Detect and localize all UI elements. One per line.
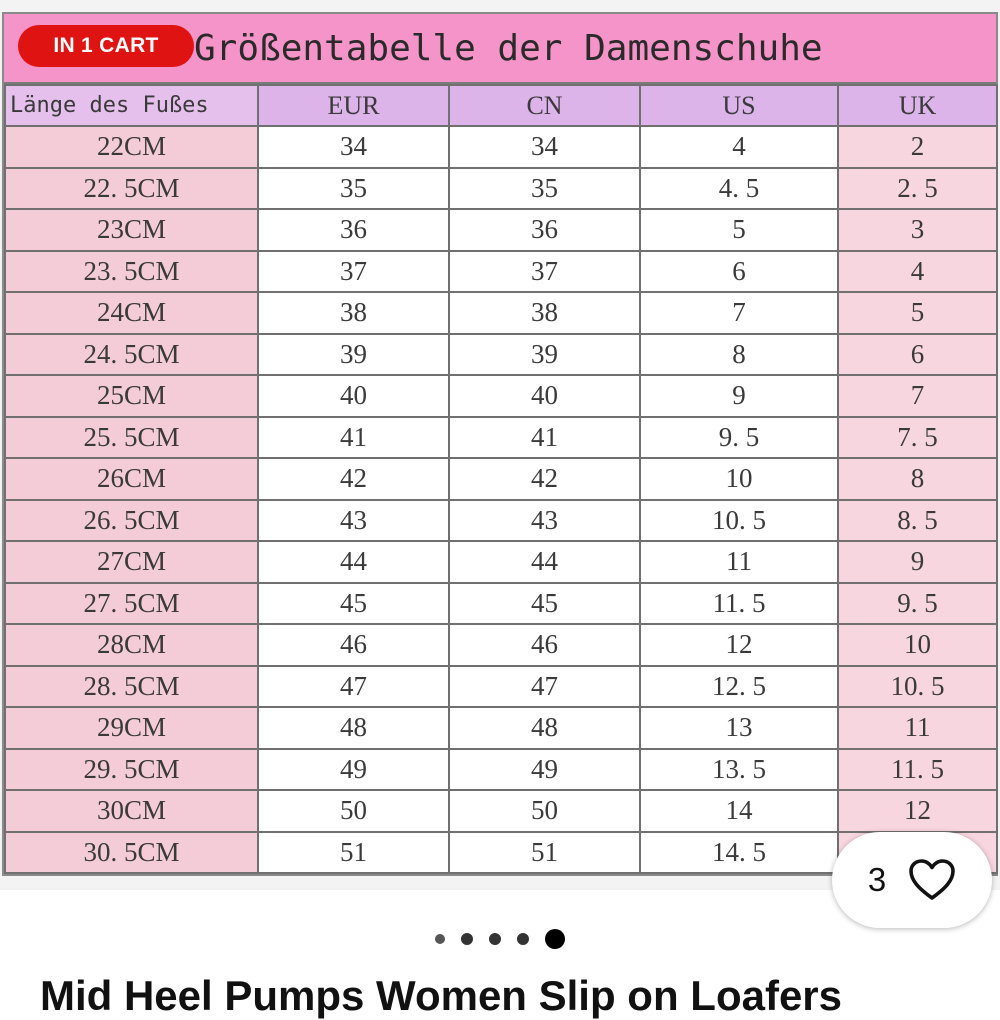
product-title: Mid Heel Pumps Women Slip on Loafers [40,972,842,1019]
cell-us: 5 [640,209,838,251]
cell-eur: 48 [258,707,449,749]
cell-us: 9. 5 [640,417,838,459]
cell-cn: 39 [449,334,640,376]
cell-uk: 9. 5 [838,583,997,625]
cell-foot-length: 25. 5CM [5,417,258,459]
size-chart-row [5,541,997,583]
header-uk: UK [838,85,997,126]
size-chart-row [5,500,997,542]
size-chart-row [5,126,997,168]
cell-cn: 43 [449,500,640,542]
size-chart-title: Größentabelle der Damenschuhe [4,14,996,84]
cell-uk: 3 [838,209,997,251]
cell-us: 10. 5 [640,500,838,542]
header-foot-length: Länge des Fußes [5,85,258,126]
size-chart-row [5,251,997,293]
size-chart-row [5,790,997,832]
cell-eur: 38 [258,292,449,334]
cell-foot-length: 29. 5CM [5,749,258,791]
cell-foot-length: 29CM [5,707,258,749]
cell-eur: 35 [258,168,449,210]
cell-foot-length: 27. 5CM [5,583,258,625]
cell-cn: 42 [449,458,640,500]
cell-foot-length: 23CM [5,209,258,251]
favorite-button[interactable] [832,832,992,928]
cell-cn: 50 [449,790,640,832]
cell-us: 14 [640,790,838,832]
cell-cn: 41 [449,417,640,459]
pager-dot[interactable] [435,934,445,944]
size-chart-row [5,375,997,417]
cell-us: 9 [640,375,838,417]
cell-uk: 2 [838,126,997,168]
cell-uk: 4 [838,251,997,293]
pager-dot[interactable] [461,933,473,945]
cell-eur: 44 [258,541,449,583]
cell-foot-length: 30. 5CM [5,832,258,874]
cell-cn: 40 [449,375,640,417]
cell-us: 4 [640,126,838,168]
cell-uk: 10. 5 [838,666,997,708]
cell-foot-length: 23. 5CM [5,251,258,293]
cell-eur: 40 [258,375,449,417]
cell-uk: 6 [838,334,997,376]
cell-foot-length: 28. 5CM [5,666,258,708]
cell-foot-length: 25CM [5,375,258,417]
cell-us: 8 [640,334,838,376]
cell-us: 11 [640,541,838,583]
size-chart-row [5,624,997,666]
pager-dot[interactable] [489,933,501,945]
cell-uk: 2. 5 [838,168,997,210]
cell-us: 11. 5 [640,583,838,625]
size-chart-row [5,209,997,251]
image-pager[interactable] [0,922,1000,956]
header-cn: CN [449,85,640,126]
cell-foot-length: 26CM [5,458,258,500]
cell-cn: 38 [449,292,640,334]
cell-uk: 8. 5 [838,500,997,542]
cell-cn: 36 [449,209,640,251]
cell-cn: 51 [449,832,640,874]
in-cart-badge: IN 1 CART [18,25,194,67]
size-chart-row [5,292,997,334]
heart-outline-icon [908,858,956,902]
cell-cn: 49 [449,749,640,791]
size-chart-row [5,583,997,625]
cell-eur: 51 [258,832,449,874]
cell-cn: 48 [449,707,640,749]
cell-eur: 41 [258,417,449,459]
cell-eur: 47 [258,666,449,708]
cell-eur: 50 [258,790,449,832]
cell-eur: 45 [258,583,449,625]
cell-foot-length: 28CM [5,624,258,666]
size-chart-row [5,334,997,376]
pager-dot[interactable] [517,933,529,945]
cell-uk: 11. 5 [838,749,997,791]
cell-us: 4. 5 [640,168,838,210]
cell-eur: 49 [258,749,449,791]
size-chart-header-row [5,85,997,126]
cell-cn: 44 [449,541,640,583]
size-chart-row [5,458,997,500]
cell-uk: 7. 5 [838,417,997,459]
cell-eur: 43 [258,500,449,542]
cell-uk: 12 [838,790,997,832]
cell-foot-length: 26. 5CM [5,500,258,542]
cell-us: 6 [640,251,838,293]
cell-eur: 39 [258,334,449,376]
cell-cn: 35 [449,168,640,210]
cell-foot-length: 24. 5CM [5,334,258,376]
cell-us: 12. 5 [640,666,838,708]
favorite-count: 3 [867,861,887,898]
cell-us: 14. 5 [640,832,838,874]
size-chart-row [5,666,997,708]
cell-uk: 5 [838,292,997,334]
cell-us: 7 [640,292,838,334]
cell-cn: 37 [449,251,640,293]
size-chart-table [4,84,998,874]
cell-uk: 11 [838,707,997,749]
header-eur: EUR [258,85,449,126]
pager-dot-active[interactable] [545,929,565,949]
cell-eur: 46 [258,624,449,666]
cell-foot-length: 24CM [5,292,258,334]
cell-uk: 7 [838,375,997,417]
cell-us: 13. 5 [640,749,838,791]
cell-eur: 36 [258,209,449,251]
size-chart-row [5,749,997,791]
cell-foot-length: 27CM [5,541,258,583]
cell-eur: 34 [258,126,449,168]
cell-us: 12 [640,624,838,666]
cell-uk: 10 [838,624,997,666]
cell-cn: 46 [449,624,640,666]
cell-us: 10 [640,458,838,500]
size-chart-row [5,168,997,210]
cell-eur: 37 [258,251,449,293]
cell-cn: 45 [449,583,640,625]
cell-cn: 34 [449,126,640,168]
cell-foot-length: 22. 5CM [5,168,258,210]
cell-foot-length: 30CM [5,790,258,832]
cell-uk: 8 [838,458,997,500]
size-chart-image [2,12,998,876]
size-chart-body [5,126,997,873]
cell-foot-length: 22CM [5,126,258,168]
cell-cn: 47 [449,666,640,708]
header-us: US [640,85,838,126]
cell-us: 13 [640,707,838,749]
size-chart-row [5,707,997,749]
cell-eur: 42 [258,458,449,500]
size-chart-row [5,417,997,459]
cell-uk: 9 [838,541,997,583]
